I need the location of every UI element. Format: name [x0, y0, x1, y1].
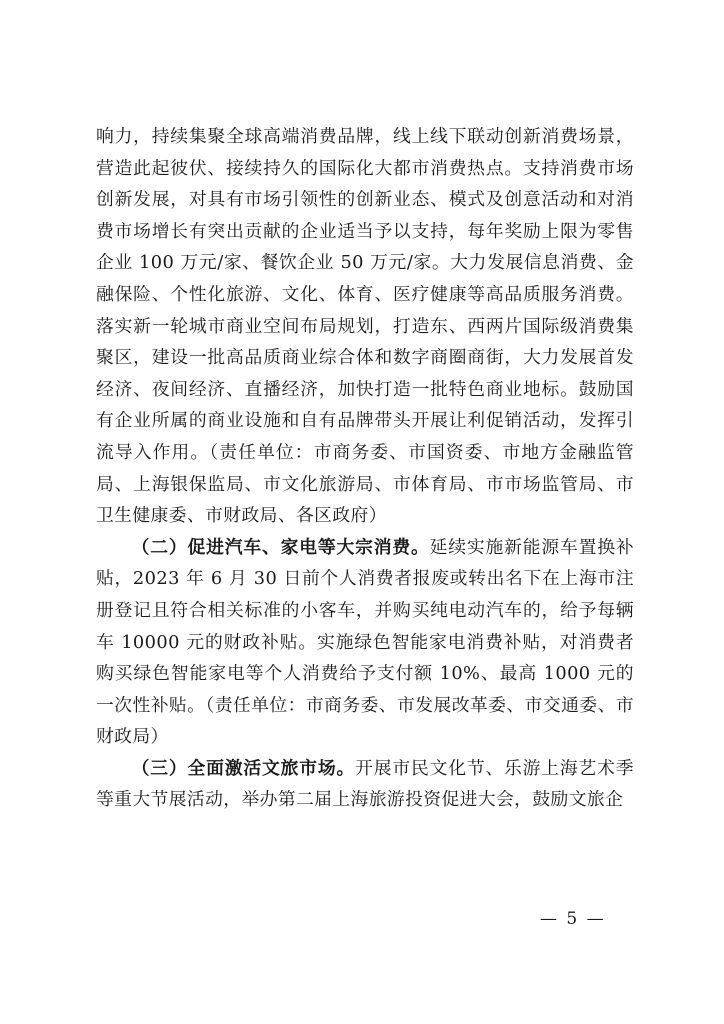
- section-heading: （二）促进汽车、家电等大宗消费。: [131, 536, 430, 558]
- page-number: — 5 —: [540, 909, 606, 929]
- paragraph-section-3: [96, 753, 634, 816]
- paragraph-section-2: [96, 532, 634, 753]
- document-body: [96, 121, 634, 816]
- paragraph-text: 延续实施新能源车置换补贴，2023 年 6 月 30 日前个人消费者报废或转出名下在上海市注册登记且符合相关标准的小客车，并购买纯电动汽车的，给予每辆车 10000 元的财政补贴。实施绿色智能家电消费补贴，对消费者购买绿色智能家电等个人消费给予支付额 10%、最高 1000 元的一次性补贴。（责任单位：市商务委、市发展改革委、市交通委、市财政局）: [96, 536, 634, 748]
- paragraph-text: 响力，持续集聚全球高端消费品牌，线上线下联动创新消费场景，营造此起彼伏、接续持久的国际化大都市消费热点。支持消费市场创新发展，对具有市场引领性的创新业态、模式及创意活动和对消费市场增长有突出贡献的企业适当予以支持，每年奖励上限为零售企业 100 万元/家、餐饮企业 50 万元/家。大力发展信息消费、金融保险、个性化旅游、文化、体育、医疗健康等高品质服务消费。落实新一轮城市商业空间布局规划，打造东、西两片国际级消费集聚区，建设一批高品质商业综合体和数字商圈商街，大力发展首发经济、夜间经济、直播经济，加快打造一批特色商业地标。鼓励国有企业所属的商业设施和自有品牌带头开展让利促销活动，发挥引流导入作用。（责任单位：市商务委、市国资委、市地方金融监管局、上海银保监局、市文化旅游局、市体育局、市市场监管局、市卫生健康委、市财政局、各区政府）: [96, 126, 634, 527]
- section-heading: （三）全面激活文旅市场。: [131, 757, 356, 779]
- paragraph-continued: [96, 121, 634, 532]
- paragraph-text: 开展市民文化节、乐游上海艺术季等重大节展活动，举办第二届上海旅游投资促进大会，鼓励文旅企: [96, 757, 634, 811]
